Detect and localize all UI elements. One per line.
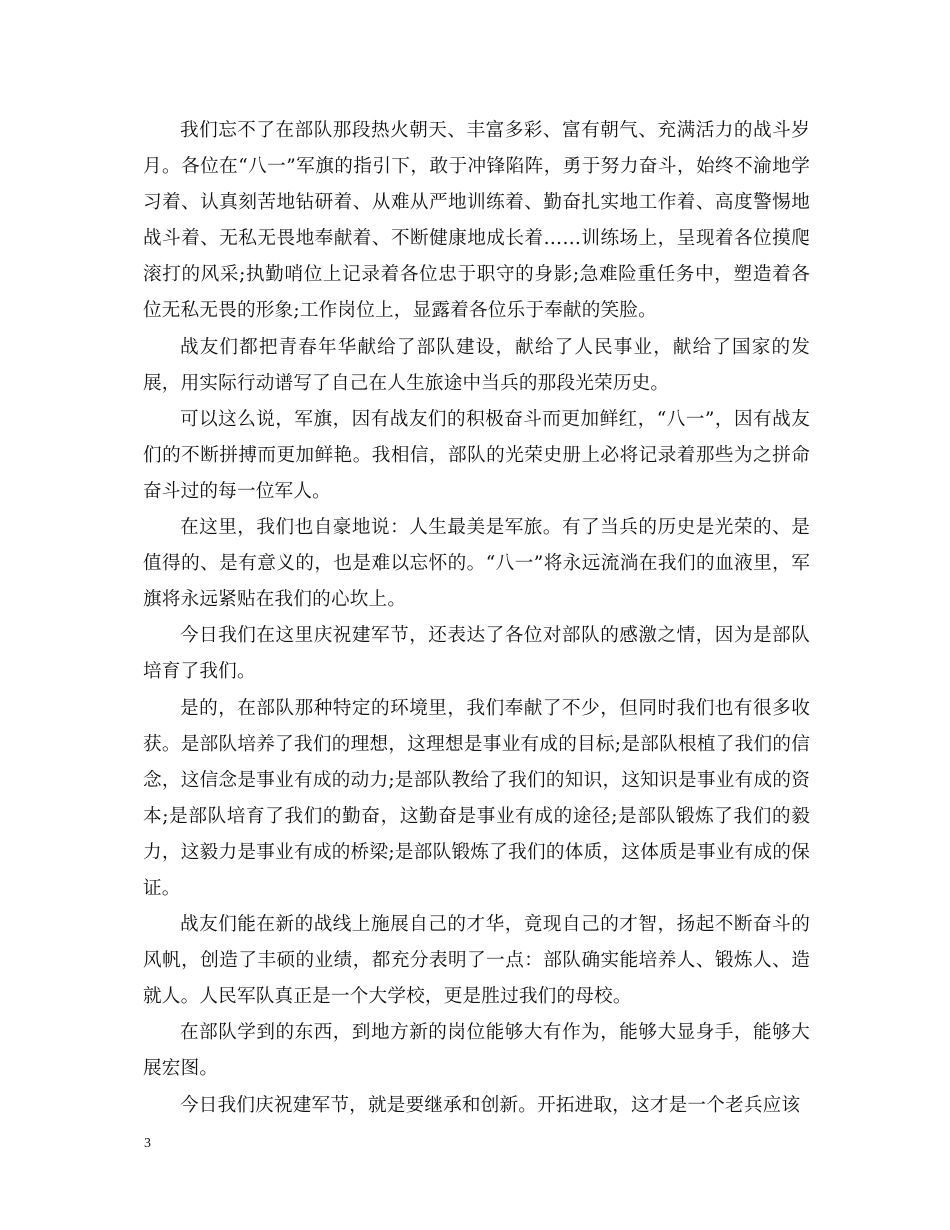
paragraph-6: 是的，在部队那种特定的环境里，我们奉献了不少，但同时我们也有很多收获。是部队培养了我们的理想，这理想是事业有成的目标;是部队根植了我们的信念，这信念是事业有成的动力;是部队教给了我们的知识，这知识是事业有成的资本;是部队培育了我们的勤奋，这勤奋是事业有成的途径;是部队锻炼了我们的毅力，这毅力是事业有成的桥梁;是部队锻炼了我们的体质，这体质是事业有成的保证。	[143, 697, 810, 899]
paragraph-7: 战友们能在新的战线上施展自己的才华，竟现自己的才智，扬起不断奋斗的风帆，创造了丰硕的业绩，都充分表明了一点：部队确实能培养人、锻炼人、造就人。人民军队真正是一个大学校，更是胜过我们的母校。	[143, 914, 810, 1008]
paragraph-2: 战友们都把青春年华献给了部队建设，献给了人民事业，献给了国家的发展，用实际行动谱写了自己在人生旅途中当兵的那段光荣历史。	[143, 336, 810, 394]
paragraph-1: 我们忘不了在部队那段热火朝天、丰富多彩、富有朝气、充满活力的战斗岁月。各位在“八一”军旗的指引下，敢于冲锋陷阵，勇于努力奋斗，始终不渝地学习着、认真刻苦地钻研着、从难从严地训练着、勤奋扎实地工作着、高度警惕地战斗着、无私无畏地奉献着、不断健康地成长着……训练场上，呈现着各位摸爬滚打的风采;执勤哨位上记录着各位忠于职守的身影;急难险重任务中，塑造着各位无私无畏的形象;工作岗位上，显露着各位乐于奉献的笑脸。	[143, 120, 810, 322]
paragraph-9: 今日我们庆祝建军节，就是要继承和创新。开拓进取，这才是一个老兵应该	[180, 1094, 801, 1116]
paragraph-3: 可以这么说，军旗，因有战友们的积极奋斗而更加鲜红，“八一”，因有战友们的不断拼搏而更加鲜艳。我相信，部队的光荣史册上必将记录着那些为之拼命奋斗过的每一位军人。	[143, 408, 810, 502]
paragraph-4: 在这里，我们也自豪地说：人生最美是军旅。有了当兵的历史是光荣的、是值得的、是有意义的，也是难以忘怀的。“八一”将永远流淌在我们的血液里，军旗将永远紧贴在我们的心坎上。	[143, 517, 810, 611]
paragraph-5: 今日我们在这里庆祝建军节，还表达了各位对部队的感激之情，因为是部队培育了我们。	[143, 625, 810, 683]
page-number: 3	[144, 1136, 151, 1151]
document-body	[143, 113, 810, 1124]
paragraph-8: 在部队学到的东西，到地方新的岗位能够大有作为，能够大显身手，能够大展宏图。	[143, 1022, 810, 1080]
